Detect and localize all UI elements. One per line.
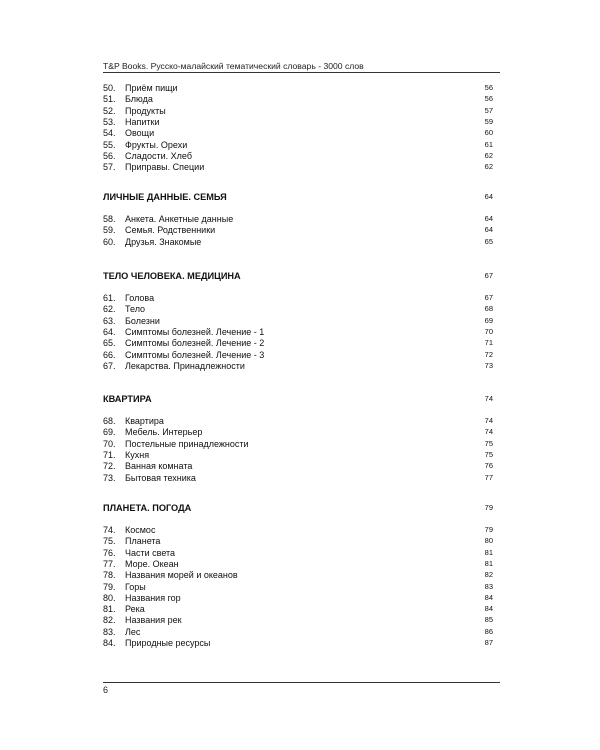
toc-entry [103,449,493,461]
toc-entry [103,547,493,559]
toc-entry-number: 53. [103,116,116,127]
toc-entry [103,161,493,173]
toc-entry-title: Мебель. Интерьер [125,427,203,438]
section-page: 79 [484,503,493,512]
toc-entry-number: 51. [103,94,116,105]
toc-entry-page: 72 [484,349,493,359]
toc-entry [103,524,493,536]
toc-entry-number: 63. [103,315,116,326]
toc-entry-title: Бытовая техника [125,472,196,483]
toc-entry-title: Болезни [125,315,160,326]
toc-entry-number: 70. [103,438,116,449]
toc-entry-title: Симптомы болезней. Лечение - 2 [125,338,265,349]
toc-entry-page: 61 [484,139,493,149]
toc-entry-page: 56 [484,94,493,104]
toc-entry-page: 86 [484,626,493,636]
toc-section-heading [103,191,493,203]
toc-entry-title: Фрукты. Орехи [125,139,188,150]
toc-entry-page: 62 [484,162,493,172]
toc-entry-page: 57 [484,105,493,115]
toc-entry-title: Кухня [125,449,150,460]
section-title: ПЛАНЕТА. ПОГОДА [103,503,192,513]
toc-entry-number: 76. [103,547,116,558]
toc-entry-title: Планета [125,536,161,547]
toc-entry [103,82,493,94]
toc-entry-page: 84 [484,592,493,602]
toc-entry [103,415,493,427]
toc-entry-number: 77. [103,558,116,569]
toc-entry-page: 74 [484,427,493,437]
toc-entry [103,292,493,304]
toc-entry-number: 78. [103,570,116,581]
toc-entry-title: Напитки [125,116,160,127]
toc-entry-page: 67 [484,293,493,302]
toc-entry-page: 59 [484,116,493,126]
toc-entry-number: 79. [103,581,116,592]
toc-entry-title: Горы [125,581,146,592]
toc-entry-page: 84 [484,604,493,614]
section-title: КВАРТИРА [103,394,152,404]
toc-entry-number: 65. [103,338,116,349]
toc-entry-title: Природные ресурсы [125,638,211,648]
toc-entry-number: 67. [103,360,116,371]
toc-entry [103,558,493,570]
toc-entry-number: 83. [103,626,116,637]
toc-entry-title: Названия гор [125,592,181,603]
toc-entry-title: Названия морей и океанов [125,570,238,581]
toc-entry [103,535,493,547]
toc-entry-number: 69. [103,427,116,438]
toc-entry-number: 84. [103,638,116,648]
toc-entry-title: Части света [125,547,176,558]
toc-entry-page: 87 [484,638,493,647]
toc-entry-number: 75. [103,536,116,547]
section-page: 67 [484,271,493,280]
toc-entry-title: Постельные принадлежности [125,438,249,449]
toc-entry-page: 79 [484,525,493,534]
toc-entry-number: 52. [103,105,116,116]
toc-entry-page: 70 [484,326,493,336]
toc-entry [103,472,493,484]
section-title: ТЕЛО ЧЕЛОВЕКА. МЕДИЦИНА [103,271,241,281]
toc-entry-number: 61. [103,293,116,303]
toc-entry-number: 73. [103,472,116,483]
toc-entry-title: Ванная комната [125,461,193,472]
toc-entry-number: 66. [103,349,116,360]
header-rule [103,72,500,73]
toc-entry-number: 56. [103,150,116,161]
toc-entry [103,326,493,338]
toc-entry-page: 81 [484,558,493,568]
toc-entry-number: 64. [103,326,116,337]
toc-entry-number: 54. [103,128,116,139]
toc-entry [103,116,493,128]
section-page: 64 [484,192,493,201]
toc-entry-page: 64 [484,214,493,223]
toc-entry-page: 62 [484,150,493,160]
toc-entry [103,315,493,327]
toc-entry-title: Семья. Родственники [125,225,216,236]
toc-entry-title: Голова [125,293,155,303]
toc-entry [103,349,493,361]
section-page: 74 [484,394,493,403]
toc-entry-number: 82. [103,615,116,626]
toc-entry-page: 68 [484,304,493,314]
toc-entry-page: 75 [484,449,493,459]
toc-entry-title: Река [125,604,145,615]
toc-entry [103,337,493,349]
toc-entry-page: 74 [484,416,493,425]
toc-entry-title: Симптомы болезней. Лечение - 3 [125,349,265,360]
toc-entry-page: 64 [484,225,493,235]
toc-entry [103,93,493,105]
toc-entry-page: 76 [484,461,493,471]
toc-entry-title: Овощи [125,128,155,139]
toc-entry [103,139,493,151]
toc-entry-page: 73 [484,360,493,370]
toc-entry [103,213,493,225]
toc-entry-page: 80 [484,536,493,546]
toc-entry [103,426,493,438]
toc-entry-page: 60 [484,128,493,138]
toc-entry-page: 83 [484,581,493,591]
toc-entry-title: Лекарства. Принадлежности [125,360,245,371]
toc-entry [103,360,493,372]
toc-entry [103,303,493,315]
toc-entry-number: 60. [103,236,116,247]
toc-entry-number: 81. [103,604,116,615]
toc-entry-title: Приём пищи [125,83,178,93]
toc-entry [103,438,493,450]
toc-entry-title: Космос [125,525,156,535]
toc-entry-page: 56 [484,83,493,92]
toc-entry-number: 57. [103,162,116,173]
toc-entry-page: 75 [484,438,493,448]
toc-entry [103,569,493,581]
toc-entry-number: 58. [103,214,116,224]
toc-entry-page: 69 [484,315,493,325]
running-header: T&P Books. Русско-малайский тематический словарь - 3000 слов [103,61,364,71]
toc-entry-page: 71 [484,338,493,348]
toc-entry-title: Сладости. Хлеб [125,150,192,161]
toc-entry [103,460,493,472]
toc-entry [103,614,493,626]
toc-section-heading [103,270,493,282]
toc-section-heading [103,393,493,405]
toc-entry-page: 82 [484,570,493,580]
toc-entry-title: Море. Океан [125,558,179,569]
toc-entry-title: Блюда [125,94,153,105]
toc-entry [103,637,493,649]
section-title: ЛИЧНЫЕ ДАННЫЕ. СЕМЬЯ [103,192,227,202]
toc-entry-page: 85 [484,615,493,625]
toc-entry-number: 55. [103,139,116,150]
toc-entry-title: Продукты [125,105,166,116]
toc-entry [103,224,493,236]
toc-entry-number: 74. [103,525,116,535]
toc-entry-number: 72. [103,461,116,472]
toc-entry-title: Анкета. Анкетные данные [125,214,234,224]
toc-entry [103,127,493,139]
toc-entry-number: 80. [103,592,116,603]
toc-entry-title: Квартира [125,416,164,426]
toc-entry [103,592,493,604]
toc-entry-page: 81 [484,547,493,557]
footer-rule [103,682,500,683]
toc-entry-title: Названия рек [125,615,182,626]
toc-entry-title: Приправы. Специи [125,162,205,173]
toc-entry-title: Тело [125,304,146,315]
toc-entry-number: 50. [103,83,116,93]
toc-entry [103,236,493,248]
toc-entry [103,105,493,117]
toc-entry-page: 77 [484,472,493,482]
toc-section-heading [103,502,493,514]
toc-entry-title: Друзья. Знакомые [125,236,202,247]
toc-entry [103,626,493,638]
toc-entry-number: 68. [103,416,116,426]
toc-entry [103,603,493,615]
page-number: 6 [103,685,109,695]
toc-entry [103,150,493,162]
toc-entry-number: 62. [103,304,116,315]
toc-entry-page: 65 [484,236,493,246]
toc-entry-title: Симптомы болезней. Лечение - 1 [125,326,265,337]
toc-entry-title: Лес [125,626,141,637]
toc-entry-number: 59. [103,225,116,236]
toc-entry [103,581,493,593]
toc-entry-number: 71. [103,449,116,460]
